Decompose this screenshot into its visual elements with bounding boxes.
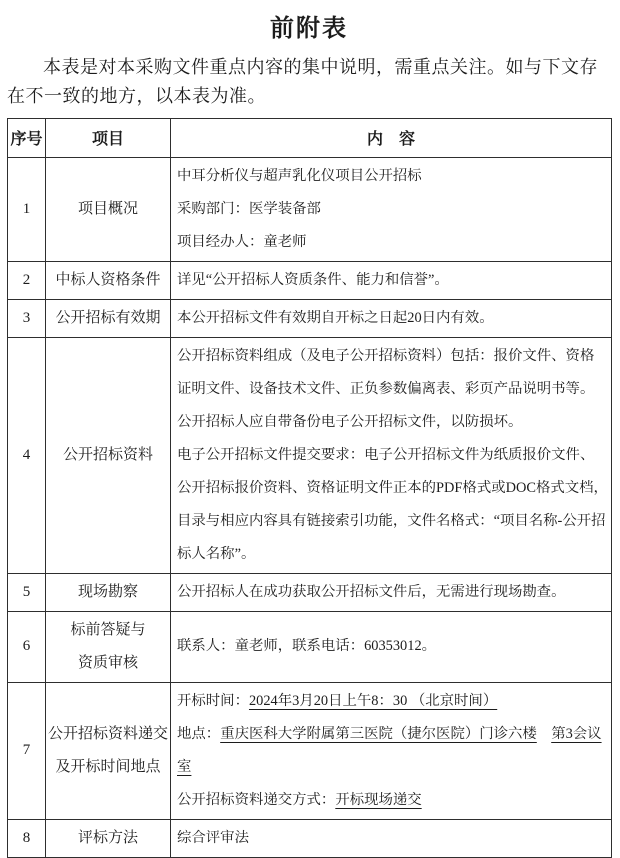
col-header-item: 项目 <box>46 118 171 157</box>
table-row <box>8 157 612 261</box>
text-segment: 开标时间： <box>177 692 249 709</box>
text-segment <box>537 726 551 742</box>
text-segment: 公开招标资料组成（及电子公开招标资料）包括：报价文件、资格证明文件、设备技术文件、正负参数偏离表、彩页产品说明书等。 <box>177 347 595 397</box>
content-line <box>177 822 608 855</box>
text-segment: 本公开招标文件有效期自开标之日起20日内有效。 <box>177 309 494 326</box>
row-number: 2 <box>8 261 46 299</box>
row-number: 1 <box>8 157 46 261</box>
underlined-value: 重庆医科大学附属第三医院（捷尔医院）门诊六楼 <box>220 725 537 742</box>
content-line <box>177 264 608 297</box>
row-number: 4 <box>8 337 46 573</box>
content-line <box>177 226 608 259</box>
row-item-label <box>46 157 171 261</box>
item-label-line: 现场勘察 <box>77 583 138 600</box>
text-segment: 联系人：童老师，联系电话：60353012。 <box>177 638 437 655</box>
table-row <box>8 299 612 337</box>
text-segment: 公开招标人应自带备份电子公开招标文件，以防损坏。 <box>177 413 523 430</box>
content-line <box>177 439 608 571</box>
text-segment: 详见“公开招标人资质条件、能力和信誉”。 <box>177 271 449 288</box>
row-item-label <box>46 299 171 337</box>
underlined-value: 第3会议室 <box>177 725 602 775</box>
content-line <box>177 302 608 335</box>
item-label-line: 中标人资格条件 <box>55 271 161 288</box>
table-row <box>8 261 612 299</box>
front-table <box>7 118 612 858</box>
content-line <box>177 193 608 226</box>
item-label-line: 及开标时间地点 <box>55 758 161 775</box>
row-number: 6 <box>8 611 46 682</box>
row-item-label <box>46 337 171 573</box>
text-segment: 综合评审法 <box>177 829 249 846</box>
row-number: 3 <box>8 299 46 337</box>
table-row <box>8 573 612 611</box>
row-item-label <box>46 819 171 857</box>
row-item-label <box>46 611 171 682</box>
content-line <box>177 406 608 439</box>
row-content <box>171 682 612 819</box>
item-label-line: 公开招标资料 <box>62 446 153 463</box>
item-label-line: 资质审核 <box>77 654 138 671</box>
row-number: 5 <box>8 573 46 611</box>
col-header-no: 序号 <box>8 118 46 157</box>
row-item-label <box>46 682 171 819</box>
underlined-value: 2024年3月20日上午8：30 （北京时间） <box>248 692 498 709</box>
row-content <box>171 611 612 682</box>
row-item-label <box>46 261 171 299</box>
row-item-label <box>46 573 171 611</box>
page-title: 前附表 <box>270 16 348 42</box>
content-line <box>177 630 608 663</box>
item-label-line: 公开招标资料递交 <box>47 725 168 742</box>
text-segment: 电子公开招标文件提交要求：电子公开招标文件为纸质报价文件、公开招标报价资料、资格证明文件正本的PDF格式或DOC格式文档，目录与相应内容具有链接索引功能，文件名格式：“项目名称-公开招标人名称”。 <box>177 446 608 562</box>
row-content <box>171 157 612 261</box>
row-content <box>171 261 612 299</box>
content-line <box>177 718 608 784</box>
item-label-line: 评标方法 <box>77 829 138 846</box>
content-line <box>177 340 608 406</box>
item-label-line: 项目概况 <box>77 200 138 217</box>
table-row <box>8 611 612 682</box>
row-content <box>171 819 612 857</box>
text-segment: 公开招标人在成功获取公开招标文件后，无需进行现场勘查。 <box>177 583 566 600</box>
row-content <box>171 337 612 573</box>
content-line <box>177 576 608 609</box>
content-line <box>177 784 608 817</box>
row-number: 8 <box>8 819 46 857</box>
table-header-row <box>8 118 612 157</box>
table-row <box>8 819 612 857</box>
row-number: 7 <box>8 682 46 819</box>
text-segment: 中耳分析仪与超声乳化仪项目公开招标 <box>177 167 422 184</box>
text-segment: 采购部门：医学装备部 <box>177 200 321 217</box>
text-segment: 地点： <box>177 725 221 742</box>
content-line <box>177 685 608 718</box>
content-line <box>177 160 608 193</box>
row-content <box>171 299 612 337</box>
intro-paragraph: 本表是对本采购文件重点内容的集中说明，需重点关注。如与下文存在不一致的地方，以本表为准。 <box>7 57 598 106</box>
table-body <box>8 157 612 857</box>
item-label-line: 公开招标有效期 <box>55 309 161 326</box>
table-row <box>8 337 612 573</box>
text-segment: 公开招标资料递交方式： <box>177 791 336 808</box>
item-label-line: 标前答疑与 <box>70 621 146 638</box>
col-header-content: 内 容 <box>171 118 612 157</box>
underlined-value: 开标现场递交 <box>335 791 422 808</box>
table-row <box>8 682 612 819</box>
text-segment: 项目经办人：童老师 <box>177 233 307 250</box>
row-content <box>171 573 612 611</box>
